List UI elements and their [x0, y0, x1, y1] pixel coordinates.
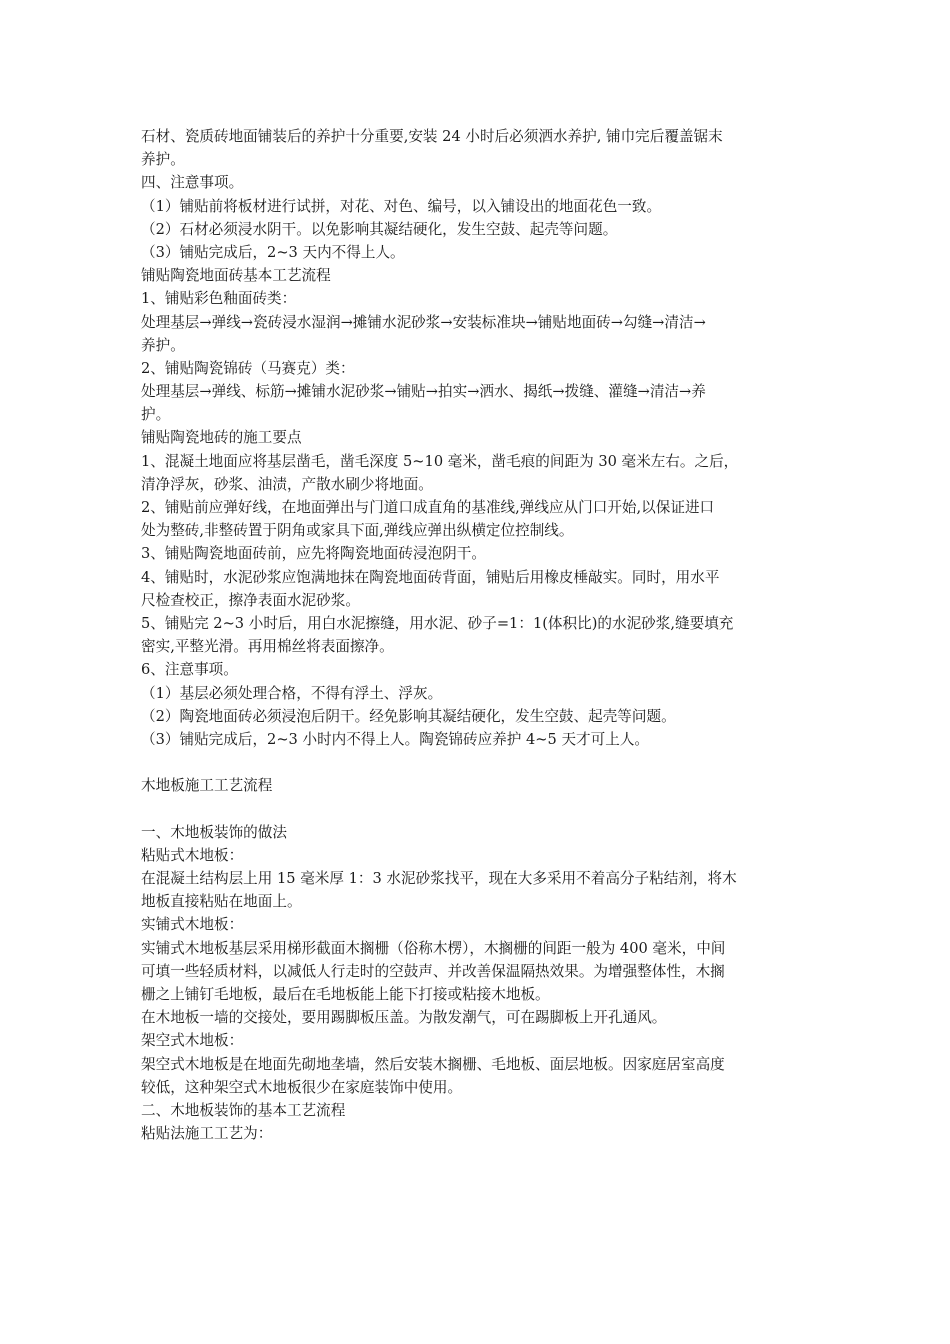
text-line: 密实,平整光滑。再用棉丝将表面擦净。 — [141, 638, 394, 656]
text-line: 地板直接粘贴在地面上。 — [141, 893, 302, 911]
text-line: 1、铺贴彩色釉面砖类： — [141, 290, 297, 308]
text-line: 2、铺贴前应弹好线，在地面弹出与门道口成直角的基准线,弹线应从门口开始,以保证进口 — [141, 499, 715, 516]
text-line: 在混凝土结构层上用 15 毫米厚 1：3 水泥砂浆找平，现在大多采用不着高分子粘结剂，将木 — [141, 870, 737, 887]
text-line: 可填一些轻质材料，以减低人行走时的空鼓声、并改善保温隔热效果。为增强整体性，木搁 — [141, 962, 725, 980]
text-line: 处理基层→弹线、标筋→摊铺水泥砂浆→铺贴→拍实→洒水、揭纸→拨缝、灌缝→清洁→养 — [141, 383, 706, 401]
blank-line — [141, 797, 813, 820]
text-line: 粘贴式木地板： — [141, 846, 244, 864]
text-line: 木地板施工工艺流程 — [141, 777, 273, 795]
text-line: 清净浮灰，砂浆、油渍，产散水刷少将地面。 — [141, 475, 433, 493]
text-line: 栅之上铺钉毛地板，最后在毛地板能上能下打接或粘接木地板。 — [141, 985, 550, 1003]
text-line: 较低，这种架空式木地板很少在家庭装饰中使用。 — [141, 1078, 463, 1096]
text-line: 实铺式木地板： — [141, 916, 244, 934]
text-line: 在木地板一墙的交接处，要用踢脚板压盖。为散发潮气，可在踢脚板上开孔通风。 — [141, 1009, 667, 1027]
text-line: 粘贴法施工工艺为： — [141, 1125, 273, 1143]
text-line: 养护。 — [141, 151, 185, 169]
text-line: 架空式木地板： — [141, 1032, 244, 1050]
text-line: 二、木地板装饰的基本工艺流程 — [141, 1101, 346, 1119]
text-line: 一、木地板装饰的做法 — [141, 823, 287, 841]
text-line: 四、注意事项。 — [141, 174, 244, 192]
text-line: 铺贴陶瓷地面砖基本工艺流程 — [141, 267, 331, 285]
text-line: 护。 — [141, 406, 171, 424]
text-line: （3）铺贴完成后，2~3 小时内不得上人。陶瓷锦砖应养护 4~5 天才可上人。 — [141, 730, 650, 748]
text-line: 4、铺贴时，水泥砂浆应饱满地抹在陶瓷地面砖背面，铺贴后用橡皮棰敲实。同时，用水平 — [141, 568, 720, 586]
text-line: （3）铺贴完成后，2~3 天内不得上人。 — [141, 243, 405, 261]
text-line: 6、注意事项。 — [141, 661, 238, 679]
text-line: （1）基层必须处理合格，不得有浮土、浮灰。 — [141, 684, 443, 702]
text-line: 3、铺贴陶瓷地面砖前，应先将陶瓷地面砖浸泡阴干。 — [141, 545, 486, 563]
text-line: 1、混凝土地面应将基层凿毛，凿毛深度 5~10 毫米，凿毛痕的间距为 30 毫米左右。之后， — [141, 452, 739, 470]
text-line: 处理基层→弹线→瓷砖浸水湿润→摊铺水泥砂浆→安装标准块→铺贴地面砖→勾缝→清洁→ — [141, 313, 706, 331]
text-line: 架空式木地板是在地面先砌地垄墙，然后安装木搁栅、毛地板、面层地板。因家庭居室高度 — [141, 1055, 725, 1073]
blank-line — [141, 751, 813, 774]
text-line: 铺贴陶瓷地砖的施工要点 — [141, 429, 302, 447]
text-line: 石材、瓷质砖地面铺装后的养护十分重要,安装 24 小时后必须洒水养护, 铺巾完后覆盖锯末 — [141, 128, 723, 145]
document-body — [141, 125, 813, 1145]
text-line: 处为整砖,非整砖置于阴角或家具下面,弹线应弹出纵横定位控制线。 — [141, 522, 574, 540]
text-line: （2）陶瓷地面砖必须浸泡后阴干。经免影响其凝结硬化，发生空鼓、起壳等问题。 — [141, 707, 676, 725]
text-line: 尺检查校正，擦净表面水泥砂浆。 — [141, 591, 360, 609]
text-line: 养护。 — [141, 336, 185, 354]
text-line: （2）石材必须浸水阴干。以免影响其凝结硬化，发生空鼓、起壳等问题。 — [141, 220, 618, 238]
text-line: 实铺式木地板基层采用梯形截面木搁栅（俗称木楞），木搁栅的间距一般为 400 毫米，中间 — [141, 939, 726, 957]
text-line: 2、铺贴陶瓷锦砖（马赛克）类： — [141, 359, 355, 377]
text-line: 5、铺贴完 2~3 小时后，用白水泥擦缝，用水泥、砂子=1：1(体积比)的水泥砂浆,缝要填充 — [141, 614, 734, 632]
text-line: （1）铺贴前将板材进行试拼，对花、对色、编号，以入铺设出的地面花色一致。 — [141, 197, 662, 215]
